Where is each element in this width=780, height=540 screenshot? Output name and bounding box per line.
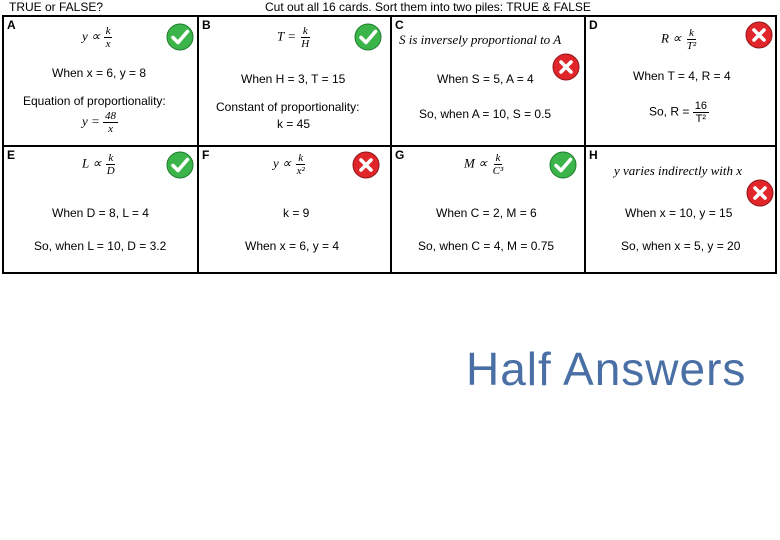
eq-lhs: y = xyxy=(82,113,100,129)
proportion-statement xyxy=(661,27,698,52)
conclusion: So, when A = 10, S = 0.5 xyxy=(419,107,552,121)
card-c xyxy=(392,17,586,147)
card-b xyxy=(199,17,392,147)
prop-lhs: y ∝ xyxy=(273,155,292,171)
card-e xyxy=(4,147,199,272)
proportion-statement xyxy=(464,152,505,177)
conclusion: When x = 6, y = 4 xyxy=(245,239,340,253)
frac-den: x xyxy=(105,38,111,50)
cross-icon xyxy=(745,21,773,49)
frac-num: k xyxy=(495,152,501,164)
given-values: When C = 2, M = 6 xyxy=(436,206,537,220)
frac-den: T² xyxy=(686,40,697,52)
frac-num: k xyxy=(105,25,111,37)
frac-den: x xyxy=(108,123,113,135)
cross-icon xyxy=(552,53,580,81)
proportion-statement: S is inversely proportional to A xyxy=(399,32,562,47)
card-f xyxy=(199,147,392,272)
proportion-statement xyxy=(277,25,311,50)
proportion-statement xyxy=(82,152,117,177)
frac-num: 48 xyxy=(105,110,117,122)
card-a xyxy=(4,17,199,147)
card-grid xyxy=(2,15,777,274)
check-icon xyxy=(166,23,194,51)
given-values: When H = 3, T = 15 xyxy=(241,72,346,86)
prop-lhs: M ∝ xyxy=(464,155,488,171)
frac-den: H xyxy=(301,38,310,50)
card-label: F xyxy=(202,148,210,162)
prop-lhs: T = xyxy=(277,28,297,44)
conclusion-lhs: So, R = xyxy=(649,104,690,119)
frac-den: D xyxy=(106,165,115,177)
frac-den: C³ xyxy=(492,165,504,177)
fraction xyxy=(103,110,118,135)
fraction xyxy=(104,25,113,50)
card-label: G xyxy=(395,148,405,162)
fraction xyxy=(295,152,307,177)
constant-value: k = 45 xyxy=(277,117,311,131)
fraction xyxy=(491,152,506,177)
frac-num: 16 xyxy=(694,100,707,112)
prop-lhs: R ∝ xyxy=(661,30,682,46)
conclusion xyxy=(649,100,709,125)
constant-heading: Constant of proportionality: xyxy=(216,100,360,114)
card-label: H xyxy=(589,148,598,162)
cross-icon xyxy=(746,179,774,207)
fraction xyxy=(105,152,117,177)
prop-lhs: y ∝ xyxy=(82,28,101,44)
prop-lhs: L ∝ xyxy=(82,155,102,171)
equation xyxy=(82,110,118,135)
frac-num: k xyxy=(302,25,308,37)
frac-num: k xyxy=(298,152,304,164)
fraction xyxy=(693,100,709,125)
fraction xyxy=(685,27,698,52)
frac-den: x² xyxy=(296,165,305,177)
proportion-statement xyxy=(82,25,112,50)
given-values: When D = 8, L = 4 xyxy=(52,206,149,220)
card-d xyxy=(586,17,775,147)
conclusion: So, when C = 4, M = 0.75 xyxy=(418,239,555,253)
given-values: When S = 5, A = 4 xyxy=(437,72,534,86)
card-label: B xyxy=(202,18,211,32)
conclusion: So, when L = 10, D = 3.2 xyxy=(34,239,167,253)
card-h xyxy=(586,147,775,272)
card-label: E xyxy=(7,148,16,162)
check-icon xyxy=(166,151,194,179)
card-g xyxy=(392,147,586,272)
given-values: When x = 6, y = 8 xyxy=(52,66,147,80)
check-icon xyxy=(549,151,577,179)
half-answers-caption: Half Answers xyxy=(466,343,747,395)
equation-heading: Equation of proportionality: xyxy=(23,94,166,108)
worksheet-title: TRUE or FALSE? xyxy=(9,0,104,14)
instructions: Cut out all 16 cards. Sort them into two piles: TRUE & FALSE xyxy=(265,0,591,14)
card-label: D xyxy=(589,18,598,32)
constant-value: k = 9 xyxy=(283,206,310,220)
given-values: When T = 4, R = 4 xyxy=(633,69,731,83)
cross-icon xyxy=(352,151,380,179)
frac-den: T² xyxy=(695,113,707,125)
card-label: C xyxy=(395,18,404,32)
frac-num: k xyxy=(689,27,694,39)
given-values: When x = 10, y = 15 xyxy=(625,206,733,220)
fraction xyxy=(299,25,311,50)
conclusion: So, when x = 5, y = 20 xyxy=(621,239,741,253)
proportion-statement xyxy=(273,152,307,177)
card-label: A xyxy=(7,18,16,32)
check-icon xyxy=(354,23,382,51)
proportion-statement: y varies indirectly with x xyxy=(614,163,743,178)
frac-num: k xyxy=(108,152,114,164)
